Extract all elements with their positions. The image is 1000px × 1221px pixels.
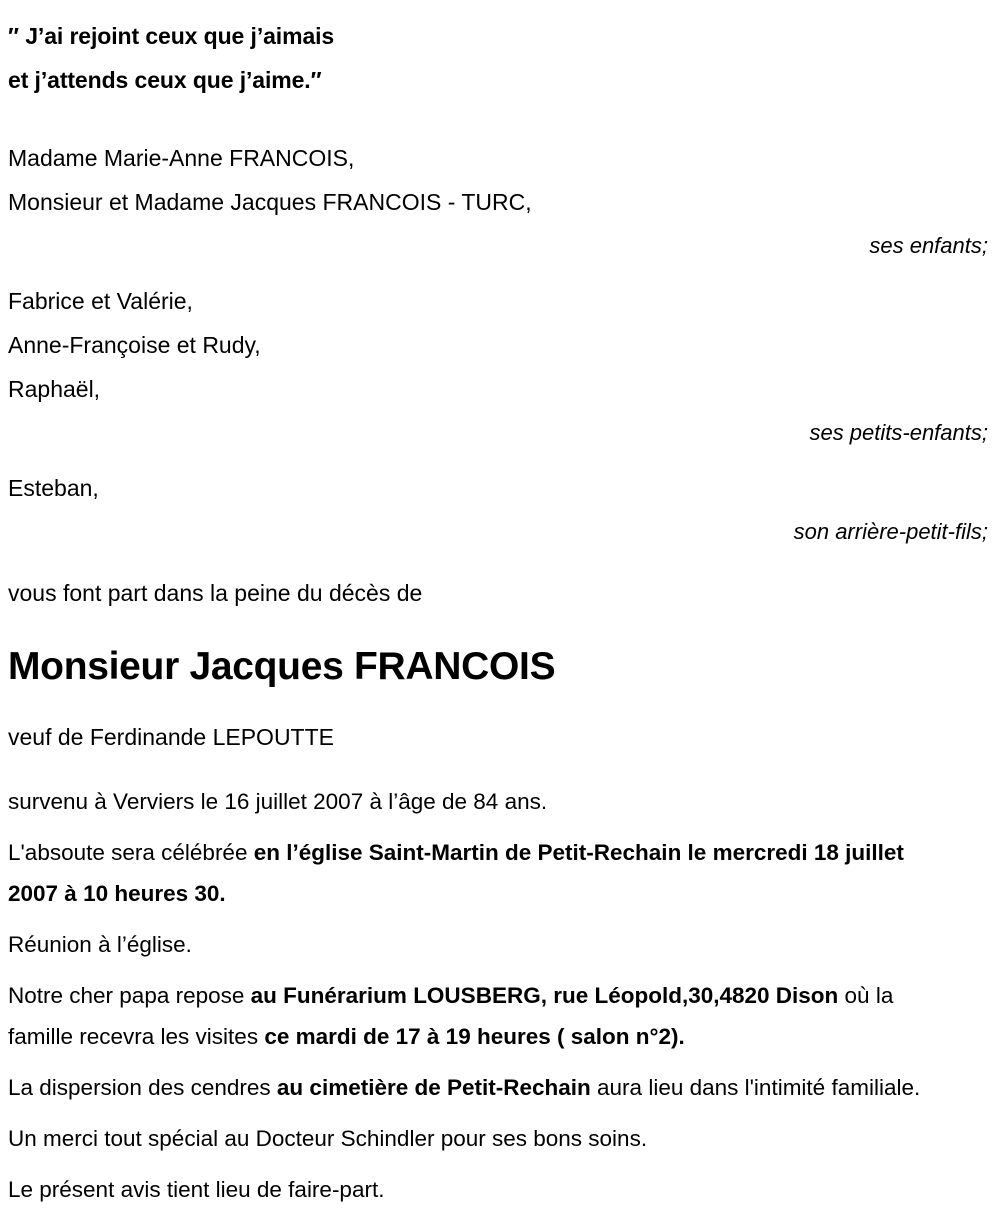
epitaph-line-2: et j’attends ceux que j’aime.″ [8,67,322,93]
detail-service-highlight: en l’église Saint-Martin de Petit-Rechain le mercredi 18 juillet 2007 à 10 heures 30. [8,840,904,906]
detail-death-text: survenu à Verviers le 16 juillet 2007 à l’âge de 84 ans. [8,789,548,814]
family-listing [8,136,994,553]
family-spacer [8,267,994,279]
detail-visitation [8,975,960,1057]
family-name-line: Raphaël, [8,376,101,402]
family-name-line: Monsieur et Madame Jacques FRANCOIS - TURC, [8,189,532,215]
detail-visitation-location: au Funérarium LOUSBERG, rue Léopold,30,4820 Dison [250,983,839,1008]
detail-death [8,781,960,822]
family-group-grandchildren [8,279,994,454]
family-name-line: Fabrice et Valérie, [8,288,193,314]
family-spacer [8,454,994,466]
epitaph-line-1: ″ J’ai rejoint ceux que j’aimais [8,23,335,49]
detail-ashes-text-1: La dispersion des cendres [8,1075,277,1100]
relation-label-children: ses enfants; [869,233,988,258]
detail-ashes-text-2: aura lieu dans l'intimité familiale. [590,1075,921,1100]
relation-label-great-grandchild: son arrière-petit-fils; [793,519,988,544]
family-group-great-grandchild [8,466,994,553]
family-name-line: Madame Marie-Anne FRANCOIS, [8,145,355,171]
detail-thanks [8,1118,960,1159]
great-grandchild-names [8,466,994,510]
grandchildren-names [8,279,994,411]
detail-visitation-text-2: où la famille recevra les visites [8,983,894,1049]
family-group-children [8,136,994,267]
detail-service [8,832,960,914]
detail-gathering-text: Réunion à l’église. [8,932,192,957]
family-name-line: Anne-Françoise et Rudy, [8,332,261,358]
detail-ashes-location: au cimetière de Petit-Rechain [276,1075,591,1100]
notice-details [8,781,994,1210]
children-names [8,136,994,224]
detail-visitation-hours: ce mardi de 17 à 19 heures ( salon n°2). [264,1024,685,1049]
detail-thanks-text: Un merci tout spécial au Docteur Schindler pour ses bons soins. [8,1126,648,1151]
detail-visitation-text-1: Notre cher papa repose [8,983,251,1008]
announcement-lead-in: vous font part dans la peine du décès de [8,580,423,606]
detail-closing [8,1169,960,1210]
detail-ashes [8,1067,960,1108]
deceased-name: Monsieur Jacques FRANCOIS [8,645,556,688]
relation-label-grandchildren: ses petits-enfants; [809,420,988,445]
detail-closing-text: Le présent avis tient lieu de faire-part. [8,1177,385,1202]
family-name-line: Esteban, [8,475,99,501]
deceased-marital-status: veuf de Ferdinande LEPOUTTE [8,724,334,750]
detail-gathering [8,924,960,965]
detail-service-text: L'absoute sera célébrée [8,840,254,865]
epitaph-quote [8,14,994,102]
